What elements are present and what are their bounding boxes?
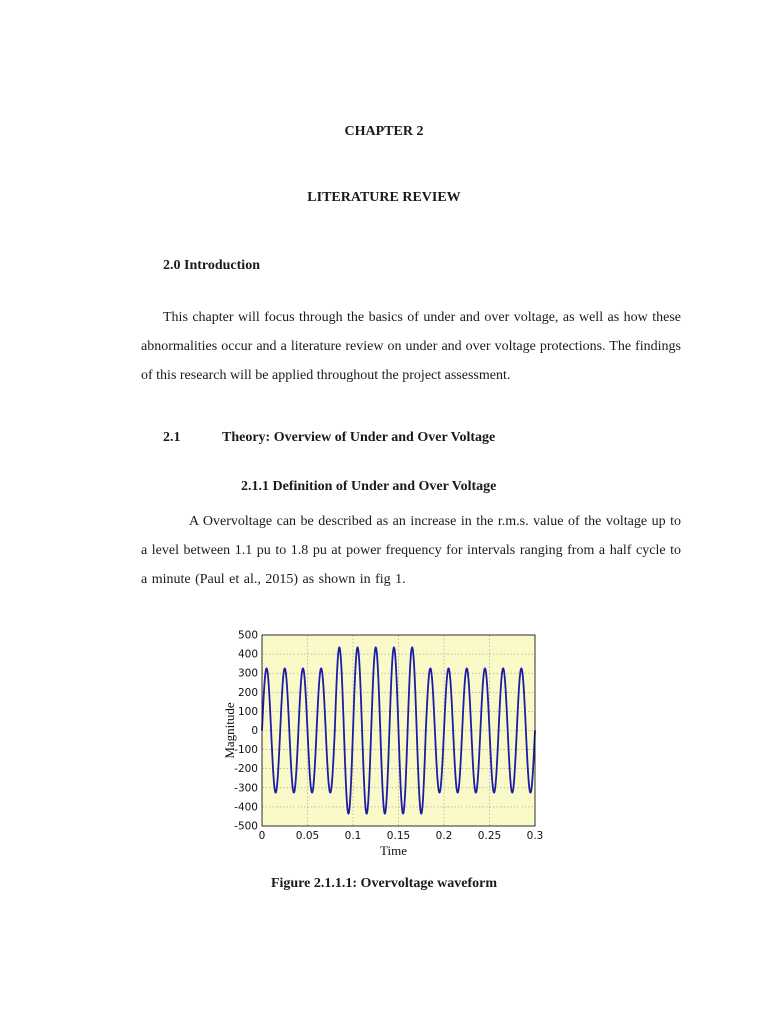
y-tick-label: -200 — [234, 763, 258, 776]
y-tick-label: 300 — [237, 667, 258, 680]
y-tick-label: 500 — [237, 629, 258, 642]
x-tick-label: 0.3 — [526, 830, 544, 842]
subsection-heading: 2.1.1 Definition of Under and Over Voltage — [241, 479, 497, 494]
y-tick-label: 100 — [237, 705, 258, 718]
x-tick-label: 0.1 — [344, 830, 362, 842]
x-tick-label: 0 — [258, 830, 266, 842]
y-tick-label: -500 — [234, 820, 258, 833]
figure-caption: Figure 2.1.1.1: Overvoltage waveform — [270, 876, 497, 891]
intro-heading: 2.0 Introduction — [163, 258, 260, 273]
y-tick-label: -100 — [234, 744, 258, 757]
y-tick-label: 400 — [237, 648, 258, 661]
x-axis-label: Time — [380, 843, 407, 858]
x-tick-label: 0.15 — [386, 830, 411, 842]
y-axis-label: Magnitude — [222, 702, 237, 759]
section-title: Theory: Overview of Under and Over Voltage — [222, 430, 496, 445]
chapter-number: CHAPTER 2 — [344, 124, 424, 139]
x-tick-label: 0.25 — [477, 830, 502, 842]
y-tick-label: 0 — [251, 725, 258, 737]
y-tick-label: 200 — [237, 686, 258, 699]
section-number: 2.1 — [163, 430, 181, 445]
x-tick-label: 0.2 — [435, 830, 453, 842]
x-tick-label: 0.05 — [295, 830, 320, 842]
y-tick-label: -400 — [234, 801, 258, 814]
intro-paragraph: This chapter will focus through the basics of under and over voltage, as well as how these abnormalities occur and a literature review on under and over voltage protections. The findings of this research will be applied throughout the project assessment. — [141, 310, 681, 383]
overvoltage-chart — [220, 625, 550, 860]
y-tick-label: -300 — [234, 782, 258, 795]
chapter-title: LITERATURE REVIEW — [307, 190, 461, 205]
definition-paragraph: A Overvoltage can be described as an increase in the r.m.s. value of the voltage up to a level between 1.1 pu to 1.8 pu at power frequency for intervals ranging from a half cycle to a minute (Paul et al., 2015) as shown in fig 1. — [141, 514, 681, 587]
